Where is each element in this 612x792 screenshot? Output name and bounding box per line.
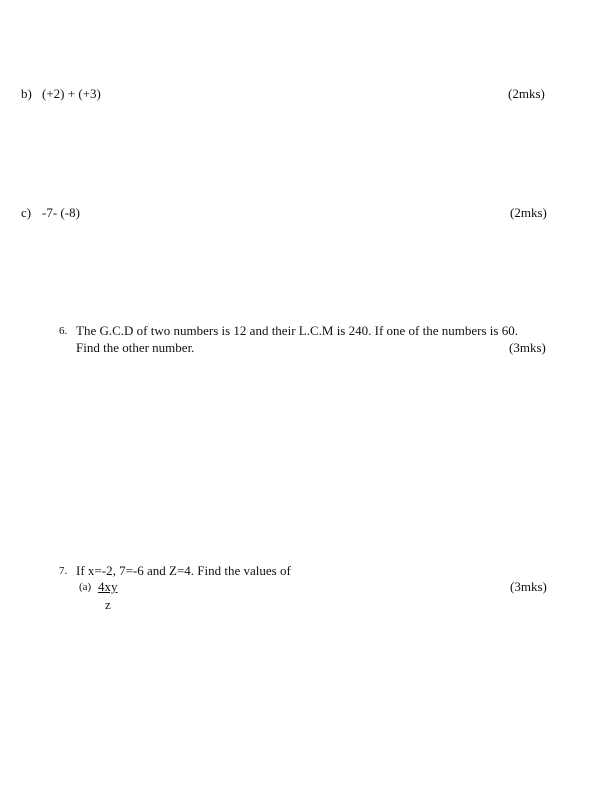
question-b-label: b)	[21, 86, 32, 101]
question-c-label: c)	[21, 205, 32, 220]
question-7-line1: If x=-2, 7=-6 and Z=4. Find the values of	[76, 563, 291, 578]
question-6-line2: Find the other number.	[76, 340, 195, 355]
question-7-number: 7.	[59, 565, 68, 577]
question-6-marks: (3mks)	[509, 340, 546, 355]
question-6-line1: The G.C.D of two numbers is 12 and their L.C.M is 240. If one of the numbers is 60.	[76, 323, 518, 338]
fraction-numerator: 4xy	[98, 579, 118, 594]
question-b-text: (+2) + (+3)	[42, 86, 101, 101]
question-6-number: 6.	[59, 325, 68, 337]
question-7-marks: (3mks)	[510, 579, 547, 594]
fraction-denominator: z	[105, 597, 111, 612]
question-7-part-label: (a)	[79, 581, 92, 593]
question-c-marks: (2mks)	[510, 205, 547, 220]
question-c-text: -7- (-8)	[42, 205, 80, 220]
question-b-marks: (2mks)	[508, 86, 545, 101]
